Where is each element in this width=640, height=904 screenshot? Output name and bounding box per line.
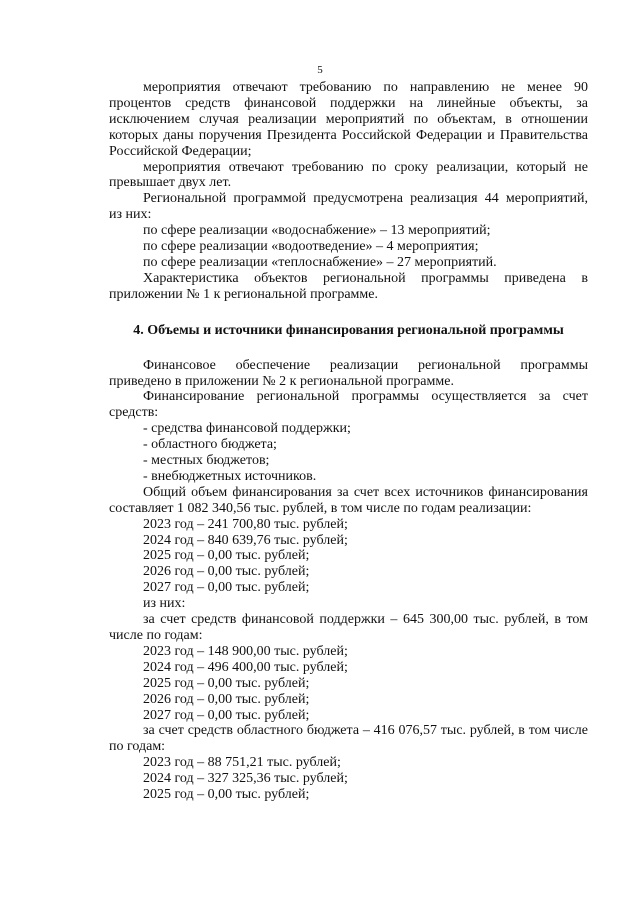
list-item: - местных бюджетов; — [143, 453, 270, 469]
section-heading: 4. Объемы и источники финансирования региональной программы — [133, 322, 564, 338]
paragraph-appendix-1 — [109, 271, 588, 303]
list-item: из них: — [143, 596, 186, 612]
list-item: 2026 год – 0,00 тыс. рублей; — [143, 691, 310, 707]
list-item: по сфере реализации «водоснабжение» – 13 мероприятий; — [143, 223, 491, 239]
paragraph-financing-appendix — [109, 358, 588, 390]
text-line: Финансовое обеспечение реализации региональной программы — [143, 357, 588, 373]
list-item: 2024 год – 840 639,76 тыс. рублей; — [143, 532, 348, 548]
text-line: мероприятия отвечают требованию по направлению не менее 90 — [143, 80, 588, 95]
list-item: 2026 год – 0,00 тыс. рублей; — [143, 564, 310, 580]
sources-list — [109, 421, 588, 485]
text-line: Российской Федерации; — [109, 143, 252, 159]
list-item: 2027 год – 0,00 тыс. рублей; — [143, 580, 310, 596]
text-line: которых даны поручения Президента Российской Федерации и Правительства — [109, 127, 588, 143]
text-line: Финансирование региональной программы осуществляется за счет — [143, 389, 588, 405]
paragraph-activities-count — [109, 191, 588, 223]
list-item: по сфере реализации «водоотведение» – 4 мероприятия; — [143, 239, 479, 255]
list-item: 2024 год – 496 400,00 тыс. рублей; — [143, 659, 348, 675]
text-line: исключением случая реализации мероприятий по объектам, в отношении — [109, 111, 588, 127]
activities-list — [109, 223, 588, 271]
paragraph-term — [109, 160, 588, 192]
text-line: Общий объем финансирования за счет всех источников финансирования — [143, 484, 588, 500]
text-line: числе по годам: — [109, 628, 203, 643]
paragraph-linear-objects — [109, 80, 588, 160]
list-item: по сфере реализации «теплоснабжение» – 27 мероприятий. — [143, 254, 497, 270]
text-line: мероприятия отвечают требованию по сроку реализации, который не — [143, 159, 588, 175]
text-line: за счет средств финансовой поддержки – 645 300,00 тыс. рублей, в том — [143, 612, 588, 628]
text-line: превышает двух лет. — [109, 175, 232, 191]
paragraph-total-volume — [109, 485, 588, 517]
total-by-year-list — [109, 517, 588, 612]
list-item: - средства финансовой поддержки; — [143, 421, 351, 437]
text-line: Региональной программой предусмотрена реализация 44 мероприятий, — [143, 191, 588, 207]
support-by-year-list — [109, 644, 588, 724]
text-line: средств: — [109, 405, 159, 421]
list-item: 2027 год – 0,00 тыс. рублей; — [143, 707, 310, 723]
text-line: приложении № 1 к региональной программе. — [109, 286, 378, 302]
text-line: процентов средств финансовой поддержки на линейные объекты, за — [109, 95, 588, 111]
list-item: 2023 год – 88 751,21 тыс. рублей; — [143, 755, 341, 771]
list-item: - внебюджетных источников. — [143, 468, 317, 484]
document-body — [109, 80, 588, 803]
text-line: по годам: — [109, 739, 166, 755]
paragraph-financing-sources — [109, 389, 588, 421]
list-item: - областного бюджета; — [143, 437, 277, 453]
list-item: 2023 год – 148 900,00 тыс. рублей; — [143, 643, 348, 659]
list-item: 2025 год – 0,00 тыс. рублей; — [143, 548, 310, 564]
text-line: за счет средств областного бюджета – 416 076,57 тыс. рублей, в том числе — [143, 723, 588, 739]
paragraph-regional-budget — [109, 723, 588, 755]
list-item: 2024 год – 327 325,36 тыс. рублей; — [143, 771, 348, 787]
page-number: 5 — [317, 64, 323, 76]
list-item: 2023 год – 241 700,80 тыс. рублей; — [143, 516, 348, 532]
text-line: Характеристика объектов региональной программы приведена в — [143, 270, 588, 286]
text-line: составляет 1 082 340,56 тыс. рублей, в том числе по годам реализации: — [109, 500, 532, 516]
regional-by-year-list — [109, 755, 588, 803]
text-line: из них: — [109, 207, 152, 223]
list-item: 2025 год – 0,00 тыс. рублей; — [143, 675, 310, 691]
list-item: 2025 год – 0,00 тыс. рублей; — [143, 787, 310, 803]
paragraph-support-funds — [109, 612, 588, 644]
text-line: приведено в приложении № 2 к региональной программе. — [109, 373, 454, 389]
